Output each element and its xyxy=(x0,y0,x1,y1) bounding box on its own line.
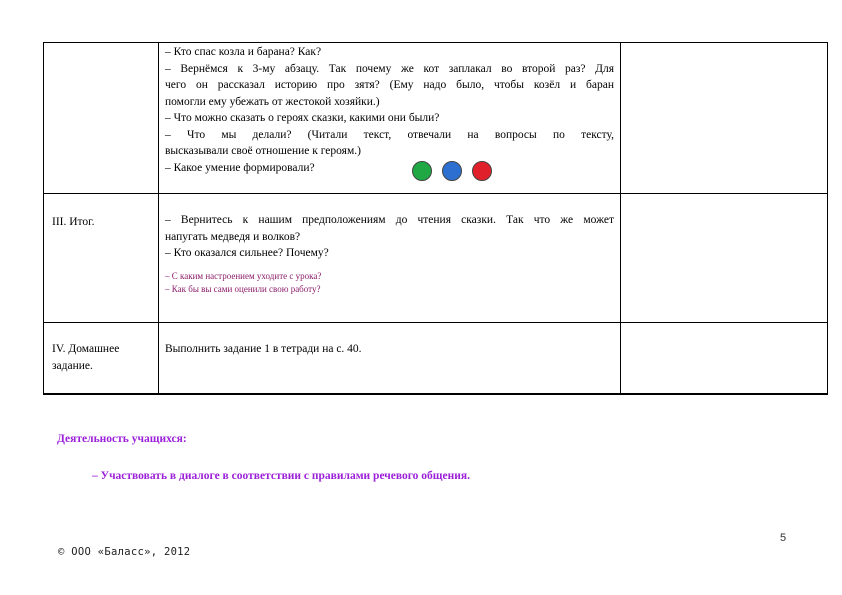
text-line: помогли ему убежать от жестокой хозяйки.) xyxy=(165,95,380,108)
table-row xyxy=(44,323,828,395)
content-cell xyxy=(159,194,621,323)
text-line: – Вернёмся к 3-му абзацу. Так почему же кот заплакал во второй раз? Для xyxy=(165,62,614,75)
stage-title xyxy=(44,323,158,374)
text-line: – Какое умение формировали? xyxy=(165,161,315,174)
text-line: – Что мы делали? (Читали текст, отвечали на вопросы по тексту, xyxy=(165,128,614,141)
content-cell xyxy=(159,43,621,194)
stage-title-line: задание. xyxy=(52,359,93,372)
reflection-question: – Как бы вы сами оценили свою работу? xyxy=(165,283,321,294)
green-circle-icon xyxy=(412,161,432,181)
stage-title: III. Итог. xyxy=(52,216,95,228)
stage-cell xyxy=(44,323,159,395)
text-line: – Кто спас козла и барана? Как? xyxy=(165,46,322,58)
activity-item: – Участвовать в диалоге в соответствии с правилами речевого общения. xyxy=(92,470,470,482)
notes-cell xyxy=(621,323,828,395)
stage-title-line: IV. Домашнее xyxy=(52,343,120,355)
lesson-plan-table xyxy=(43,42,828,395)
text-line: чего он рассказал историю про зятя? (Ему надо было, чтобы козёл и баран xyxy=(165,79,614,91)
text-line: – Кто оказался сильнее? Почему? xyxy=(165,247,329,259)
activity-heading: Деятельность учащихся: xyxy=(57,433,187,445)
table-row xyxy=(44,194,828,323)
copyright-footer: © ООО «Баласс», 2012 xyxy=(58,546,191,558)
notes-cell xyxy=(621,43,828,194)
text-line: – Вернитесь к нашим предположениям до чтения сказки. Так что же может xyxy=(165,214,614,226)
blue-circle-icon xyxy=(442,161,462,181)
stage-cell xyxy=(44,43,159,194)
table-row xyxy=(44,43,828,194)
text-line: напугать медведя и волков? xyxy=(165,230,301,243)
reflection-question: – С каким настроением уходите с урока? xyxy=(165,270,322,281)
content-cell xyxy=(159,323,621,395)
homework-text: Выполнить задание 1 в тетради на с. 40. xyxy=(165,343,362,355)
text-line: – Что можно сказать о героях сказки, какими они были? xyxy=(165,112,440,124)
red-circle-icon xyxy=(472,161,492,181)
page-number: 5 xyxy=(780,532,787,544)
notes-cell xyxy=(621,194,828,323)
text-line: высказывали своё отношение к героям.) xyxy=(165,145,361,157)
stage-cell xyxy=(44,194,159,323)
